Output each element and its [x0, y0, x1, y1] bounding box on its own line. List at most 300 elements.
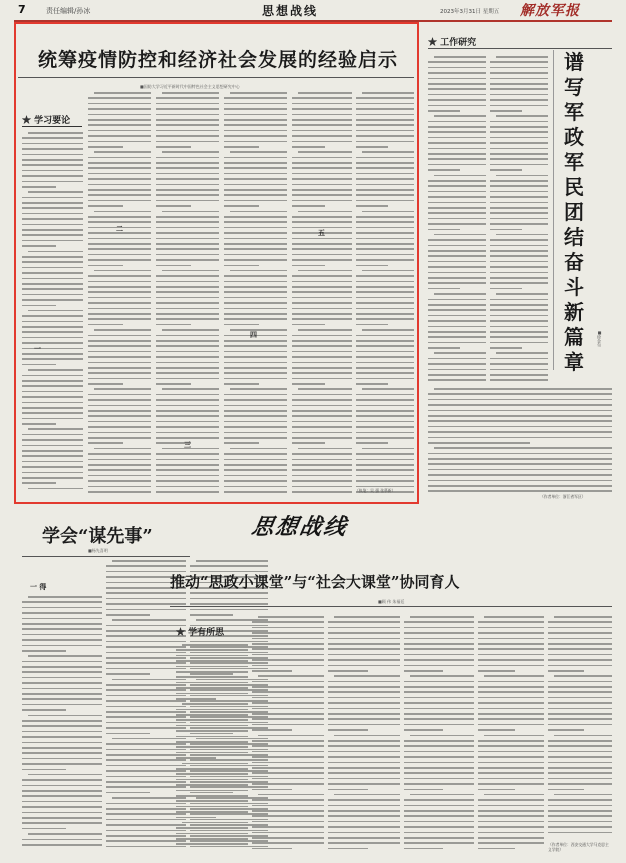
text-line — [292, 351, 352, 353]
text-line — [554, 794, 612, 796]
work-title: 谱写军政军民团结奋斗新篇章 — [564, 50, 584, 374]
text-line — [496, 175, 548, 177]
text-line — [292, 475, 352, 477]
text-line — [88, 189, 151, 191]
text-line — [224, 248, 287, 250]
text-line — [22, 812, 102, 814]
text-line — [428, 164, 486, 166]
text-line — [224, 399, 287, 401]
text-line — [298, 388, 352, 390]
text-line — [428, 255, 486, 257]
text-line — [224, 308, 287, 310]
text-line — [298, 270, 352, 272]
lead-article-title: 统筹疫情防控和经济社会发展的经验启示 — [38, 49, 399, 71]
text-line — [328, 702, 400, 704]
text-line — [230, 448, 287, 450]
text-line — [88, 324, 123, 326]
text-line — [292, 437, 352, 439]
text-line — [252, 724, 324, 726]
text-line — [224, 318, 287, 320]
text-line — [428, 148, 486, 150]
text-line — [328, 632, 400, 634]
text-line — [252, 691, 324, 693]
text-line — [224, 157, 287, 159]
text-line — [22, 294, 83, 296]
text-line — [156, 259, 219, 261]
text-line — [490, 239, 548, 241]
text-line — [88, 178, 151, 180]
text-line — [428, 469, 612, 471]
text-line — [292, 340, 352, 342]
text-line — [88, 130, 151, 132]
text-line — [94, 92, 151, 94]
work-body-lower — [428, 388, 612, 500]
text-line — [22, 175, 83, 177]
text-line — [478, 821, 544, 823]
text-line — [224, 426, 287, 428]
text-line — [404, 799, 474, 801]
text-line — [490, 282, 548, 284]
text-line — [22, 795, 102, 797]
text-line — [292, 97, 352, 99]
text-line — [156, 221, 219, 223]
text-line — [106, 635, 186, 637]
text-line — [490, 94, 548, 96]
text-line — [224, 453, 287, 455]
text-line — [478, 837, 544, 839]
text-line — [356, 399, 414, 401]
text-line — [292, 432, 352, 434]
text-line — [478, 826, 544, 828]
text-line — [298, 151, 352, 153]
text-line — [22, 412, 83, 414]
text-line — [28, 715, 102, 717]
text-line — [356, 469, 414, 471]
text-line — [490, 196, 548, 198]
text-line — [548, 718, 612, 720]
text-line — [106, 652, 186, 654]
text-line — [88, 119, 151, 121]
text-line — [156, 297, 219, 299]
text-line — [106, 662, 186, 664]
text-line — [22, 704, 102, 706]
text-line — [22, 202, 83, 204]
text-line — [428, 72, 486, 74]
text-line — [428, 142, 486, 144]
text-line — [428, 250, 486, 252]
text-line — [176, 811, 248, 813]
text-line — [548, 691, 612, 693]
text-line — [478, 740, 544, 742]
text-line — [112, 679, 186, 681]
text-line — [548, 638, 612, 640]
text-line — [22, 720, 102, 722]
text-line — [106, 727, 186, 729]
text-line — [106, 792, 150, 794]
text-line — [356, 114, 414, 116]
lead-kicker-label: 学习要论 — [34, 116, 71, 126]
text-line — [362, 270, 414, 272]
text-line — [88, 221, 151, 223]
text-line — [252, 659, 324, 661]
text-line — [292, 367, 352, 369]
text-line — [22, 391, 83, 393]
text-line — [176, 725, 248, 727]
text-line — [554, 675, 612, 677]
text-line — [156, 286, 219, 288]
text-line — [252, 621, 324, 623]
text-line — [428, 67, 486, 69]
main-byline: ■顾 伟 朱福廷 — [378, 599, 405, 604]
text-line — [292, 200, 352, 202]
learn-col-2 — [106, 560, 186, 852]
text-line — [362, 448, 414, 450]
text-line — [356, 324, 388, 326]
text-line — [434, 56, 486, 58]
text-line — [292, 453, 352, 455]
text-line — [106, 646, 186, 648]
text-line — [88, 259, 151, 261]
text-line — [328, 697, 400, 699]
text-line — [88, 302, 151, 304]
text-line — [224, 313, 287, 315]
text-line — [478, 691, 544, 693]
text-line — [548, 686, 612, 688]
text-line — [292, 394, 352, 396]
text-line — [156, 184, 219, 186]
text-line — [252, 670, 292, 672]
text-line — [156, 459, 219, 461]
text-line — [428, 202, 486, 204]
text-line — [156, 232, 219, 234]
text-line — [176, 741, 248, 743]
text-line — [88, 421, 151, 423]
text-line — [490, 358, 548, 360]
text-line — [404, 643, 474, 645]
text-line — [490, 374, 548, 376]
text-line — [156, 227, 219, 229]
text-line — [22, 677, 102, 679]
work-footnote: （作者单位：浙江省军区） — [540, 494, 586, 499]
text-line — [404, 740, 474, 742]
text-line — [490, 180, 548, 182]
text-line — [434, 234, 486, 236]
text-line — [356, 442, 388, 444]
text-line — [356, 254, 414, 256]
text-line — [94, 388, 151, 390]
text-line — [428, 299, 486, 301]
text-line — [88, 410, 151, 412]
text-line — [292, 248, 352, 250]
star-icon: ★ — [428, 38, 438, 48]
text-line — [362, 211, 414, 213]
text-line — [490, 309, 548, 311]
text-line — [428, 282, 486, 284]
text-line — [484, 794, 544, 796]
text-line — [190, 565, 268, 567]
text-line — [156, 275, 219, 277]
text-line — [224, 173, 287, 175]
main-col-3 — [328, 616, 400, 854]
text-line — [88, 114, 151, 116]
text-line — [292, 130, 352, 132]
text-line — [106, 813, 186, 815]
text-line — [88, 394, 151, 396]
text-line — [490, 105, 548, 107]
text-line — [478, 638, 544, 640]
text-line — [328, 778, 400, 780]
text-line — [22, 790, 102, 792]
text-line — [106, 603, 186, 605]
text-line — [224, 480, 287, 482]
lead-subhead-5: 五 — [318, 228, 325, 237]
text-line — [88, 464, 151, 466]
text-line — [490, 342, 548, 344]
text-line — [356, 141, 414, 143]
text-line — [478, 654, 544, 656]
text-line — [548, 821, 612, 823]
text-line — [292, 383, 325, 385]
text-line — [428, 463, 612, 465]
text-line — [224, 405, 287, 407]
text-line — [548, 665, 612, 667]
text-line — [22, 315, 83, 317]
text-line — [490, 369, 548, 371]
text-line — [490, 164, 548, 166]
text-line — [176, 843, 248, 845]
text-line — [106, 598, 186, 600]
text-line — [156, 464, 219, 466]
text-line — [258, 616, 324, 618]
text-line — [224, 378, 287, 380]
text-line — [224, 486, 287, 488]
text-line — [548, 810, 612, 812]
text-line — [176, 752, 248, 754]
text-line — [28, 774, 102, 776]
text-line — [162, 211, 219, 213]
text-line — [106, 803, 186, 805]
text-line — [410, 675, 474, 677]
text-line — [156, 324, 191, 326]
text-line — [156, 254, 219, 256]
text-line — [292, 459, 352, 461]
text-line — [410, 616, 474, 618]
text-line — [356, 318, 414, 320]
text-line — [196, 560, 268, 562]
text-line — [176, 817, 216, 819]
text-line — [548, 729, 584, 731]
text-line — [176, 655, 248, 657]
text-line — [22, 688, 102, 690]
text-line — [428, 374, 486, 376]
text-line — [94, 211, 151, 213]
text-line — [490, 67, 548, 69]
text-line — [328, 665, 400, 667]
text-line — [230, 151, 287, 153]
text-line — [224, 232, 287, 234]
text-line — [22, 434, 83, 436]
text-line — [404, 832, 474, 834]
text-line — [490, 148, 548, 150]
text-line — [428, 137, 486, 139]
text-line — [252, 805, 324, 807]
text-line — [478, 643, 544, 645]
text-line — [328, 670, 368, 672]
text-line — [404, 751, 474, 753]
text-line — [156, 205, 191, 207]
text-line — [356, 286, 414, 288]
text-line — [548, 778, 612, 780]
text-line — [22, 261, 83, 263]
text-line — [356, 259, 414, 261]
text-line — [478, 702, 544, 704]
text-line — [176, 709, 248, 711]
text-line — [22, 634, 102, 636]
text-line — [356, 281, 414, 283]
text-line — [292, 291, 352, 293]
text-line — [404, 724, 474, 726]
text-line — [176, 800, 248, 802]
text-line — [22, 623, 102, 625]
text-line — [224, 265, 259, 267]
lead-col-4 — [224, 92, 287, 498]
text-line — [176, 687, 248, 689]
text-line — [404, 821, 474, 823]
section-title: 思想战线 — [262, 4, 319, 18]
text-line — [478, 724, 544, 726]
text-line — [252, 648, 324, 650]
text-line — [428, 369, 486, 371]
text-line — [428, 239, 486, 241]
text-line — [88, 437, 151, 439]
text-line — [334, 616, 400, 618]
text-line — [22, 331, 83, 333]
text-line — [328, 842, 400, 844]
text-line — [156, 335, 219, 337]
text-line — [484, 616, 544, 618]
text-line — [428, 336, 486, 338]
text-line — [156, 367, 219, 369]
text-line — [22, 267, 83, 269]
text-line — [292, 421, 352, 423]
text-line — [252, 815, 324, 817]
text-line — [156, 308, 219, 310]
text-line — [156, 238, 219, 240]
text-line — [182, 644, 248, 646]
text-line — [190, 609, 268, 611]
learn-title: 学会“谋先事” — [42, 526, 153, 547]
text-line — [224, 275, 287, 277]
text-line — [156, 141, 219, 143]
text-line — [252, 837, 324, 839]
text-line — [28, 833, 102, 835]
text-line — [356, 157, 414, 159]
text-line — [356, 464, 414, 466]
text-line — [224, 432, 287, 434]
text-line — [156, 362, 219, 364]
text-line — [162, 388, 219, 390]
text-line — [328, 627, 400, 629]
text-line — [88, 378, 151, 380]
text-line — [428, 229, 460, 231]
text-line — [478, 848, 515, 850]
text-line — [22, 806, 102, 808]
text-line — [106, 565, 186, 567]
text-line — [252, 778, 324, 780]
text-line — [328, 826, 400, 828]
text-line — [224, 324, 259, 326]
text-line — [428, 158, 486, 160]
text-line — [156, 351, 219, 353]
text-line — [88, 275, 151, 277]
text-line — [362, 388, 414, 390]
text-line — [496, 115, 548, 117]
text-line — [404, 713, 474, 715]
text-line — [88, 491, 151, 493]
text-line — [88, 103, 151, 105]
text-line — [292, 189, 352, 191]
kicker-rule — [22, 126, 82, 127]
text-line — [328, 638, 400, 640]
text-line — [88, 475, 151, 477]
text-line — [490, 315, 548, 317]
text-line — [224, 383, 259, 385]
text-line — [176, 660, 248, 662]
text-line — [88, 205, 123, 207]
text-line — [328, 745, 400, 747]
text-line — [478, 670, 515, 672]
text-line — [156, 480, 219, 482]
text-line — [484, 735, 544, 737]
text-line — [88, 281, 151, 283]
page-number: 7 — [18, 3, 26, 16]
text-line — [428, 490, 612, 492]
text-line — [182, 822, 248, 824]
text-line — [428, 153, 486, 155]
text-line — [22, 450, 83, 452]
text-line — [356, 437, 414, 439]
text-line — [428, 347, 460, 349]
text-line — [404, 665, 474, 667]
text-line — [428, 480, 612, 482]
text-line — [88, 372, 151, 374]
text-line — [292, 216, 352, 218]
text-line — [22, 752, 102, 754]
text-line — [490, 185, 548, 187]
text-line — [252, 772, 324, 774]
text-line — [224, 345, 287, 347]
star-icon: ★ — [22, 116, 32, 126]
text-line — [182, 763, 248, 765]
text-line — [428, 126, 486, 128]
text-line — [292, 119, 352, 121]
main-rule — [170, 606, 612, 607]
text-line — [22, 288, 83, 290]
text-line — [94, 329, 151, 331]
text-line — [22, 358, 83, 360]
text-line — [162, 270, 219, 272]
main-col-2 — [252, 616, 324, 854]
text-line — [252, 632, 324, 634]
text-line — [328, 691, 400, 693]
text-line — [356, 297, 414, 299]
text-line — [22, 445, 83, 447]
text-line — [224, 340, 287, 342]
text-line — [88, 405, 151, 407]
text-line — [356, 200, 414, 202]
text-line — [548, 697, 612, 699]
text-line — [252, 745, 324, 747]
